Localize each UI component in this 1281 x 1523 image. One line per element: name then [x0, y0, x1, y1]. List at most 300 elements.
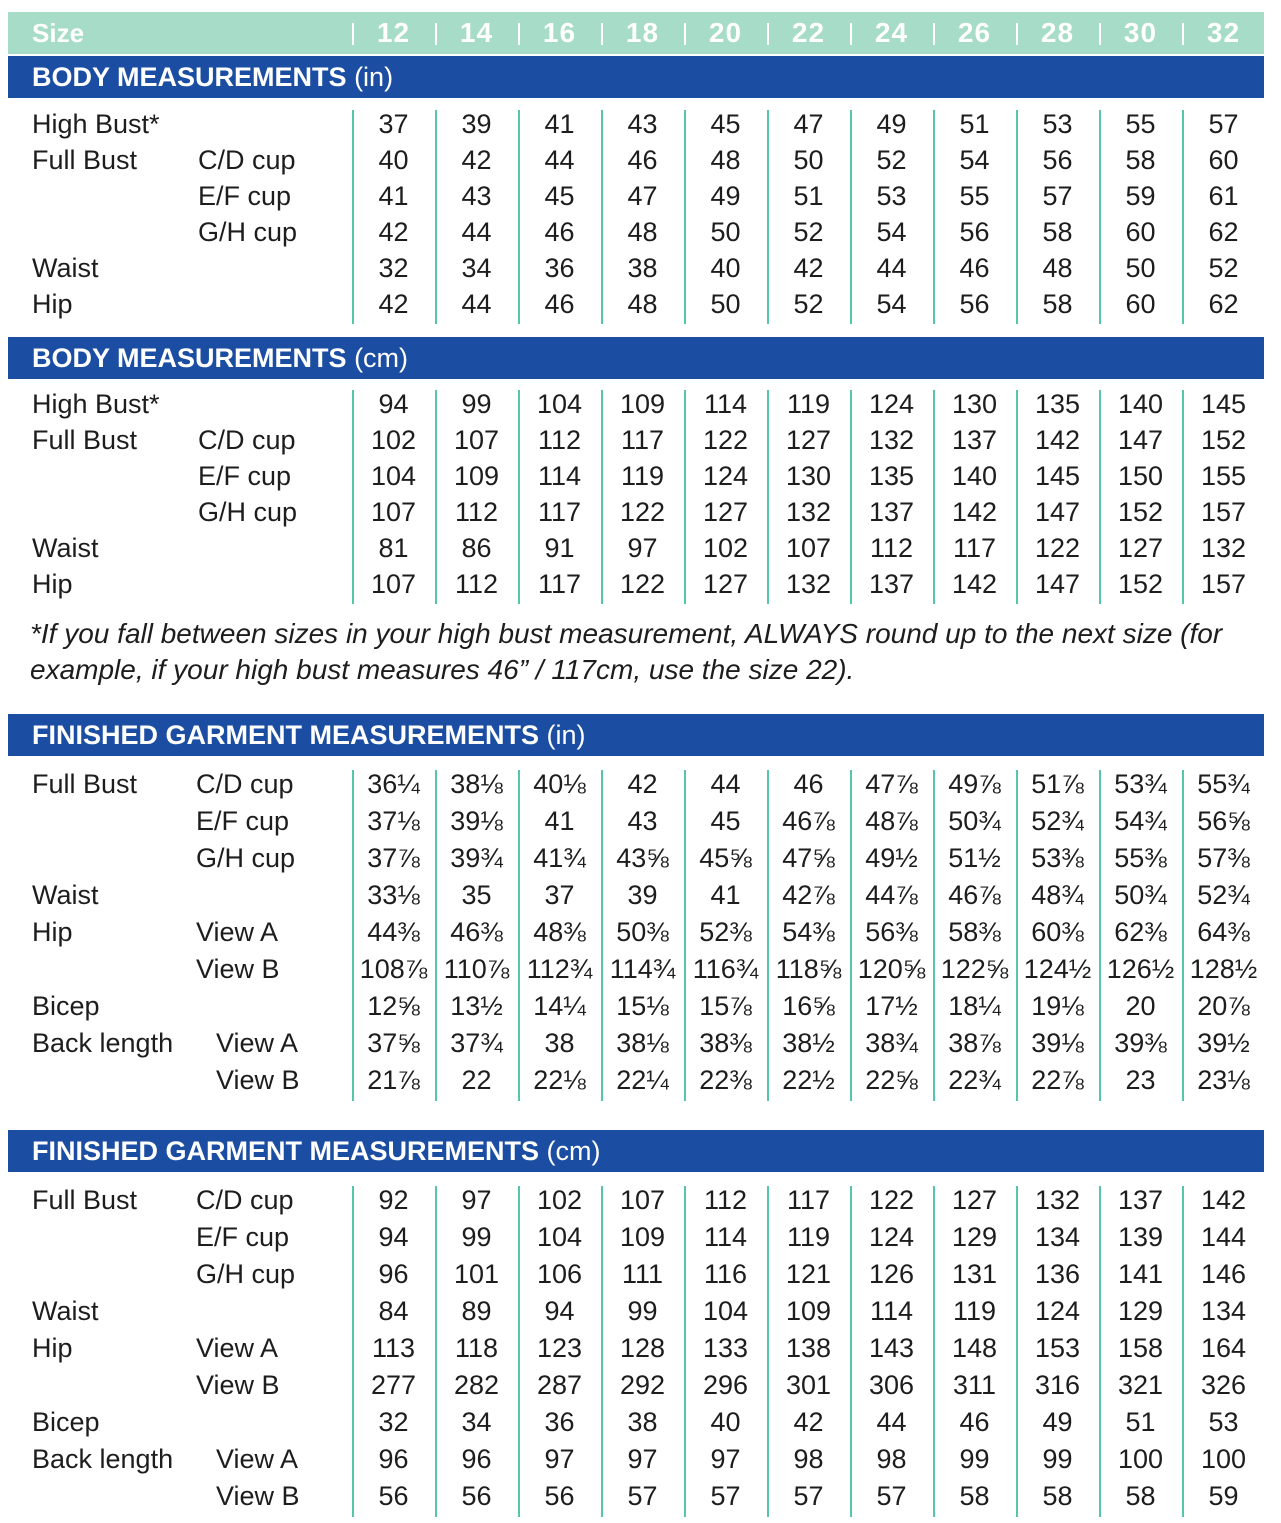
- cell-value: 97: [627, 1444, 658, 1474]
- cell-value: 12⅝: [367, 991, 420, 1021]
- cell-value: 122: [702, 425, 749, 455]
- row-sublabel: G/H cup: [196, 843, 296, 873]
- cell-value: 145: [1200, 389, 1247, 419]
- cell-value: 40: [710, 253, 741, 283]
- cell-value: 142: [1034, 425, 1081, 455]
- cell-value: 44⅜: [367, 917, 420, 947]
- cell-value: 43⅝: [616, 843, 669, 873]
- body-measurements-in-header: [8, 56, 1264, 98]
- cell-value: 39⅛: [1031, 1028, 1084, 1058]
- cell-value: 97: [544, 1444, 575, 1474]
- cell-value: 150: [1117, 461, 1164, 491]
- cell-value: 50⅜: [616, 917, 669, 947]
- table-row: [0, 422, 1281, 458]
- cell-value: 23⅛: [1197, 1065, 1250, 1095]
- cell-value: 22⅞: [1031, 1065, 1084, 1095]
- cell-value: 81: [378, 533, 409, 563]
- cell-value: 38: [544, 1028, 575, 1058]
- cell-value: 45: [710, 109, 741, 139]
- cell-value: 152: [1117, 569, 1164, 599]
- cell-value: 55: [1125, 109, 1156, 139]
- cell-value: 44: [876, 253, 907, 283]
- row-sublabel: C/D cup: [196, 769, 294, 799]
- cell-value: 326: [1200, 1370, 1247, 1400]
- table-row: [0, 1062, 1281, 1099]
- cell-value: 43: [461, 181, 492, 211]
- cell-value: 39: [461, 109, 492, 139]
- cell-value: 41: [544, 806, 575, 836]
- cell-value: 37⅞: [367, 843, 420, 873]
- section-title: BODY MEASUREMENTS: [32, 62, 347, 92]
- cell-value: 17½: [865, 991, 918, 1021]
- section-unit: (in): [546, 720, 586, 750]
- size-18: 18: [625, 17, 660, 48]
- cell-value: 37⅝: [367, 1028, 420, 1058]
- cell-value: 52¾: [1197, 880, 1250, 910]
- cell-value: 101: [453, 1259, 500, 1289]
- cell-value: 157: [1200, 497, 1247, 527]
- cell-value: 43: [627, 806, 658, 836]
- row-label: Bicep: [32, 1407, 100, 1437]
- cell-value: 22⅝: [865, 1065, 918, 1095]
- size-28: 28: [1040, 17, 1075, 48]
- cell-value: 48⅜: [533, 917, 586, 947]
- cell-value: 42⅞: [782, 880, 835, 910]
- cell-value: 57: [710, 1481, 741, 1511]
- cell-value: 45: [710, 806, 741, 836]
- cell-value: 22⅛: [533, 1065, 586, 1095]
- cell-value: 58: [959, 1481, 990, 1511]
- cell-value: 124½: [1023, 954, 1092, 984]
- cell-value: 56: [544, 1481, 575, 1511]
- cell-value: 48¾: [1031, 880, 1084, 910]
- cell-value: 142: [951, 497, 998, 527]
- table-row: [0, 766, 1281, 803]
- cell-value: 131: [951, 1259, 998, 1289]
- cell-value: 41¾: [533, 843, 586, 873]
- cell-value: 122: [1034, 533, 1081, 563]
- row-label: Full Bust: [32, 425, 138, 455]
- cell-value: 113: [371, 1333, 416, 1363]
- row-label: Hip: [32, 917, 73, 947]
- cell-value: 110⅞: [443, 954, 510, 984]
- cell-value: 132: [868, 425, 915, 455]
- cell-value: 51: [959, 109, 990, 139]
- cell-value: 56: [959, 217, 990, 247]
- cell-value: 129: [1117, 1296, 1164, 1326]
- cell-value: 55¾: [1197, 769, 1250, 799]
- cell-value: 54: [876, 289, 907, 319]
- table-row: [0, 1025, 1281, 1062]
- cell-value: 109: [619, 389, 666, 419]
- section-unit: (cm): [546, 1136, 601, 1166]
- cell-value: 62: [1208, 289, 1239, 319]
- row-sublabel: View B: [216, 1481, 300, 1511]
- cell-value: 102: [370, 425, 417, 455]
- cell-value: 48: [710, 145, 741, 175]
- cell-value: 301: [785, 1370, 832, 1400]
- cell-value: 100: [1200, 1444, 1247, 1474]
- cell-value: 33⅛: [367, 880, 420, 910]
- table-row: [0, 1182, 1281, 1219]
- cell-value: 58: [1042, 1481, 1073, 1511]
- table-row: [0, 178, 1281, 214]
- cell-value: 98: [793, 1444, 824, 1474]
- size-32: 32: [1206, 17, 1241, 48]
- cell-value: 109: [619, 1222, 666, 1252]
- cell-value: 124: [1034, 1296, 1081, 1326]
- cell-value: 56: [1042, 145, 1073, 175]
- cell-value: 56: [378, 1481, 409, 1511]
- size-16: 16: [542, 17, 577, 48]
- cell-value: 51⅞: [1031, 769, 1084, 799]
- cell-value: 153: [1034, 1333, 1081, 1363]
- cell-value: 128½: [1189, 954, 1258, 984]
- cell-value: 14¼: [533, 991, 586, 1021]
- cell-value: 94: [378, 1222, 409, 1252]
- cell-value: 292: [619, 1370, 666, 1400]
- cell-value: 38¾: [865, 1028, 918, 1058]
- cell-value: 46: [959, 253, 990, 283]
- cell-value: 39½: [1197, 1028, 1250, 1058]
- cell-value: 59: [1208, 1481, 1239, 1511]
- cell-value: 46⅞: [782, 806, 835, 836]
- cell-value: 48⅞: [865, 806, 918, 836]
- section-title: FINISHED GARMENT MEASUREMENTS: [32, 720, 540, 750]
- cell-value: 112: [869, 533, 914, 563]
- cell-value: 38⅞: [948, 1028, 1001, 1058]
- cell-value: 109: [453, 461, 500, 491]
- cell-value: 58: [1125, 1481, 1156, 1511]
- cell-value: 97: [461, 1185, 492, 1215]
- cell-value: 117: [952, 533, 997, 563]
- cell-value: 22: [461, 1065, 492, 1095]
- cell-value: 51: [793, 181, 824, 211]
- cell-value: 99: [1042, 1444, 1073, 1474]
- cell-value: 52: [793, 217, 824, 247]
- row-sublabel: E/F cup: [196, 1222, 290, 1252]
- finished-garment-in-header: [8, 714, 1264, 756]
- cell-value: 114: [869, 1296, 914, 1326]
- cell-value: 122: [868, 1185, 915, 1215]
- cell-value: 39⅛: [450, 806, 503, 836]
- cell-value: 37¾: [450, 1028, 503, 1058]
- cell-value: 117: [537, 569, 582, 599]
- cell-value: 32: [378, 1407, 409, 1437]
- cell-value: 50: [1125, 253, 1156, 283]
- size-30: 30: [1123, 17, 1158, 48]
- cell-value: 42: [461, 145, 492, 175]
- cell-value: 36¼: [367, 769, 420, 799]
- cell-value: 97: [710, 1444, 741, 1474]
- cell-value: 55: [959, 181, 990, 211]
- cell-value: 124: [868, 1222, 915, 1252]
- table-row: [0, 988, 1281, 1025]
- cell-value: 46⅜: [450, 917, 503, 947]
- cell-value: 277: [370, 1370, 417, 1400]
- cell-value: 37: [378, 109, 409, 139]
- cell-value: 130: [951, 389, 998, 419]
- size-14: 14: [459, 17, 494, 48]
- row-label: High Bust*: [32, 109, 160, 139]
- table-row: [0, 530, 1281, 566]
- cell-value: 38: [627, 1407, 658, 1437]
- cell-value: 49⅞: [948, 769, 1001, 799]
- cell-value: 38⅜: [699, 1028, 752, 1058]
- cell-value: 51: [1125, 1407, 1156, 1437]
- cell-value: 54: [959, 145, 990, 175]
- cell-value: 47⅝: [782, 843, 835, 873]
- cell-value: 112¾: [526, 954, 593, 984]
- cell-value: 42: [793, 1407, 824, 1437]
- cell-value: 84: [378, 1296, 409, 1326]
- cell-value: 107: [785, 533, 832, 563]
- cell-value: 36: [544, 1407, 575, 1437]
- cell-value: 54¾: [1114, 806, 1167, 836]
- row-sublabel: C/D cup: [198, 425, 296, 455]
- cell-value: 96: [378, 1259, 409, 1289]
- cell-value: 132: [785, 497, 832, 527]
- cell-value: 42: [378, 217, 409, 247]
- cell-value: 15⅞: [699, 991, 752, 1021]
- row-sublabel: C/D cup: [198, 145, 296, 175]
- cell-value: 41: [544, 109, 575, 139]
- cell-value: 137: [868, 497, 915, 527]
- cell-value: 22¼: [616, 1065, 669, 1095]
- cell-value: 99: [959, 1444, 990, 1474]
- cell-value: 55⅜: [1114, 843, 1167, 873]
- body-measurements-in-table: [0, 106, 1281, 328]
- cell-value: 43: [627, 109, 658, 139]
- table-row: [0, 1256, 1281, 1293]
- cell-value: 99: [627, 1296, 658, 1326]
- cell-value: 56⅜: [865, 917, 918, 947]
- size-24: 24: [874, 17, 909, 48]
- cell-value: 50¾: [1114, 880, 1167, 910]
- cell-value: 102: [702, 533, 749, 563]
- cell-value: 52: [1208, 253, 1239, 283]
- cell-value: 127: [785, 425, 832, 455]
- section-unit: (in): [354, 62, 394, 92]
- cell-value: 147: [1034, 569, 1081, 599]
- cell-value: 135: [1034, 389, 1081, 419]
- finished-garment-in-table: [0, 766, 1281, 1105]
- cell-value: 61: [1208, 181, 1239, 211]
- cell-value: 38⅛: [450, 769, 503, 799]
- cell-value: 132: [1200, 533, 1247, 563]
- cell-value: 122: [619, 497, 666, 527]
- cell-value: 321: [1117, 1370, 1164, 1400]
- table-row: [0, 951, 1281, 988]
- cell-value: 37⅛: [367, 806, 420, 836]
- cell-value: 107: [370, 497, 417, 527]
- cell-value: 112: [703, 1185, 748, 1215]
- cell-value: 40: [710, 1407, 741, 1437]
- row-label: Back length: [32, 1028, 174, 1058]
- cell-value: 62: [1208, 217, 1239, 247]
- row-label: Hip: [32, 1333, 73, 1363]
- section-unit: (cm): [354, 343, 409, 373]
- cell-value: 116¾: [692, 954, 759, 984]
- cell-value: 140: [951, 461, 998, 491]
- cell-value: 133: [702, 1333, 749, 1363]
- cell-value: 119: [786, 1222, 831, 1252]
- cell-value: 107: [619, 1185, 666, 1215]
- cell-value: 100: [1117, 1444, 1164, 1474]
- cell-value: 124: [868, 389, 915, 419]
- cell-value: 58: [1042, 289, 1073, 319]
- cell-value: 132: [1034, 1185, 1081, 1215]
- cell-value: 46: [627, 145, 658, 175]
- row-label: Full Bust: [32, 145, 138, 175]
- row-sublabel: G/H cup: [196, 1259, 296, 1289]
- cell-value: 282: [453, 1370, 500, 1400]
- cell-value: 52: [876, 145, 907, 175]
- cell-value: 143: [868, 1333, 915, 1363]
- cell-value: 13½: [450, 991, 503, 1021]
- cell-value: 155: [1200, 461, 1247, 491]
- row-sublabel: View A: [216, 1444, 299, 1474]
- cell-value: 108⅞: [359, 954, 428, 984]
- cell-value: 48: [627, 217, 658, 247]
- table-row: [0, 1330, 1281, 1367]
- cell-value: 127: [702, 497, 749, 527]
- cell-value: 38⅛: [616, 1028, 669, 1058]
- table-row: [0, 494, 1281, 530]
- cell-value: 148: [951, 1333, 998, 1363]
- cell-value: 52¾: [1031, 806, 1084, 836]
- cell-value: 104: [536, 1222, 583, 1252]
- cell-value: 138: [785, 1333, 832, 1363]
- cell-value: 47: [793, 109, 824, 139]
- cell-value: 86: [461, 533, 492, 563]
- cell-value: 158: [1117, 1333, 1164, 1363]
- cell-value: 57: [876, 1481, 907, 1511]
- cell-value: 114¾: [609, 954, 676, 984]
- cell-value: 111: [621, 1259, 664, 1289]
- cell-value: 147: [1034, 497, 1081, 527]
- cell-value: 127: [1117, 533, 1164, 563]
- cell-value: 120⅝: [857, 954, 926, 984]
- cell-value: 89: [461, 1296, 492, 1326]
- cell-value: 52: [793, 289, 824, 319]
- row-label: Hip: [32, 289, 73, 319]
- row-sublabel: View A: [196, 917, 279, 947]
- table-row: [0, 214, 1281, 250]
- cell-value: 18¼: [948, 991, 1001, 1021]
- cell-value: 146: [1200, 1259, 1247, 1289]
- cell-value: 50: [710, 217, 741, 247]
- cell-value: 54: [876, 217, 907, 247]
- cell-value: 296: [702, 1370, 749, 1400]
- cell-value: 129: [951, 1222, 998, 1252]
- cell-value: 147: [1117, 425, 1164, 455]
- cell-value: 287: [536, 1370, 583, 1400]
- cell-value: 57⅜: [1197, 843, 1250, 873]
- cell-value: 144: [1200, 1222, 1247, 1252]
- cell-value: 126: [868, 1259, 915, 1289]
- cell-value: 44: [710, 769, 741, 799]
- cell-value: 128: [619, 1333, 666, 1363]
- cell-value: 126½: [1106, 954, 1175, 984]
- cell-value: 46: [544, 289, 575, 319]
- cell-value: 34: [461, 1407, 492, 1437]
- cell-value: 51½: [948, 843, 1001, 873]
- cell-value: 53⅜: [1031, 843, 1084, 873]
- table-row: [0, 1293, 1281, 1330]
- cell-value: 62⅜: [1114, 917, 1167, 947]
- cell-value: 48: [1042, 253, 1073, 283]
- cell-value: 54⅜: [782, 917, 835, 947]
- table-row: [0, 877, 1281, 914]
- cell-value: 36: [544, 253, 575, 283]
- table-row: [0, 142, 1281, 178]
- cell-value: 152: [1200, 425, 1247, 455]
- cell-value: 15⅛: [616, 991, 669, 1021]
- cell-value: 57: [1208, 109, 1239, 139]
- cell-value: 99: [461, 389, 492, 419]
- cell-value: 104: [702, 1296, 749, 1326]
- cell-value: 98: [876, 1444, 907, 1474]
- cell-value: 99: [461, 1222, 492, 1252]
- table-row: [0, 566, 1281, 602]
- cell-value: 140: [1117, 389, 1164, 419]
- table-row: [0, 386, 1281, 422]
- size-26: 26: [957, 17, 992, 48]
- cell-value: 121: [785, 1259, 832, 1289]
- size-label: Size: [32, 18, 85, 48]
- cell-value: 114: [703, 1222, 748, 1252]
- cell-value: 56⅝: [1197, 806, 1250, 836]
- cell-value: 21⅞: [367, 1065, 420, 1095]
- cell-value: 306: [868, 1370, 915, 1400]
- cell-value: 142: [1200, 1185, 1247, 1215]
- row-sublabel: E/F cup: [198, 181, 292, 211]
- cell-value: 114: [537, 461, 582, 491]
- row-label: Full Bust: [32, 769, 138, 799]
- cell-value: 139: [1117, 1222, 1164, 1252]
- cell-value: 117: [620, 425, 665, 455]
- cell-value: 104: [370, 461, 417, 491]
- cell-value: 50¾: [948, 806, 1001, 836]
- cell-value: 49: [710, 181, 741, 211]
- cell-value: 106: [536, 1259, 583, 1289]
- cell-value: 40⅛: [533, 769, 586, 799]
- table-row: [0, 458, 1281, 494]
- cell-value: 22½: [782, 1065, 835, 1095]
- row-sublabel: View A: [196, 1333, 279, 1363]
- cell-value: 124: [702, 461, 749, 491]
- cell-value: 44⅞: [865, 880, 918, 910]
- cell-value: 135: [868, 461, 915, 491]
- table-row: [0, 1441, 1281, 1478]
- cell-value: 52⅜: [699, 917, 752, 947]
- row-sublabel: E/F cup: [196, 806, 290, 836]
- table-row: [0, 106, 1281, 142]
- cell-value: 48: [627, 289, 658, 319]
- cell-value: 22⅜: [699, 1065, 752, 1095]
- table-row: [0, 840, 1281, 877]
- cell-value: 137: [951, 425, 998, 455]
- cell-value: 137: [868, 569, 915, 599]
- cell-value: 44: [461, 217, 492, 247]
- cell-value: 50: [710, 289, 741, 319]
- cell-value: 53: [876, 181, 907, 211]
- cell-value: 49: [876, 109, 907, 139]
- cell-value: 16⅝: [782, 991, 835, 1021]
- cell-value: 39: [627, 880, 658, 910]
- cell-value: 60: [1125, 217, 1156, 247]
